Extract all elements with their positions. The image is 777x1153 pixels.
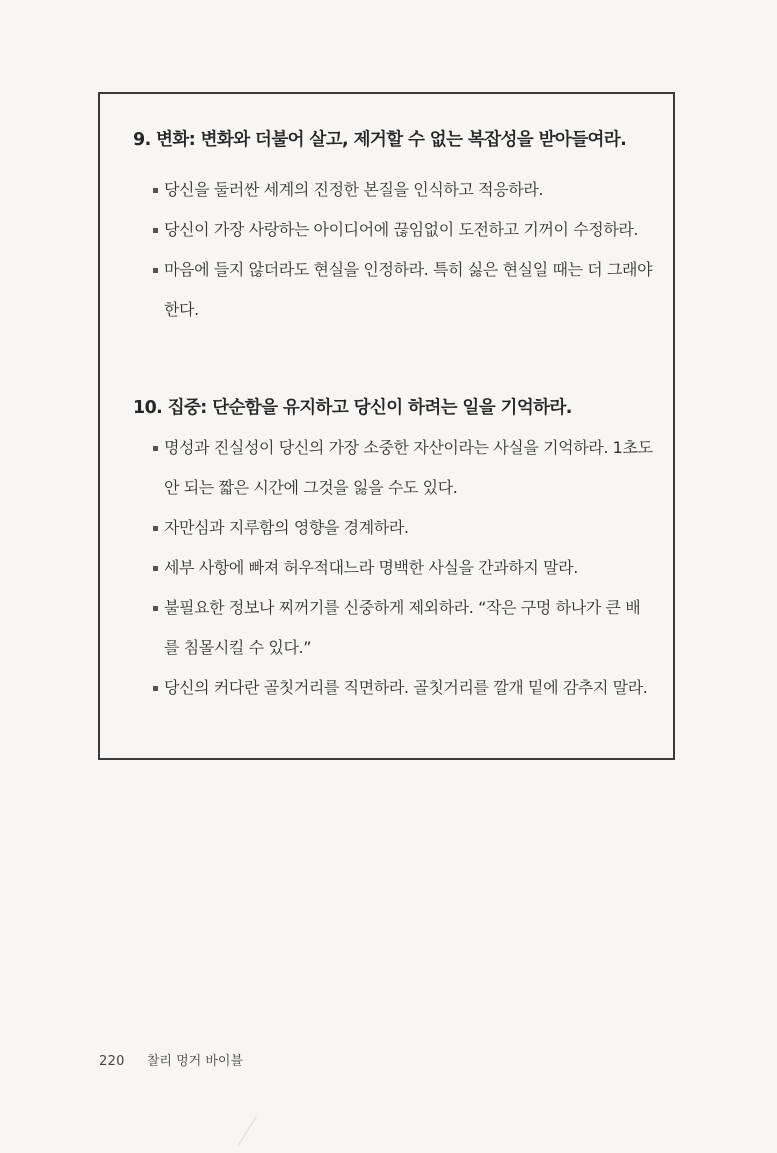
section-heading: 10. 집중: 단순함을 유지하고 당신이 하려는 일을 기억하라.: [133, 398, 572, 418]
section-heading: 9. 변화: 변화와 더불어 살고, 제거할 수 없는 복잡성을 받아들여라.: [133, 130, 627, 150]
list-item: [133, 548, 653, 588]
list-item-text: 자만심과 지루함의 영향을 경계하라.: [164, 518, 409, 537]
list-item: [133, 428, 653, 508]
list-item: [133, 668, 653, 708]
list-item-text: 당신이 가장 사랑하는 아이디어에 끊임없이 도전하고 기꺼이 수정하라.: [164, 220, 639, 239]
list-item: [133, 588, 653, 668]
bullet-list: [133, 170, 653, 330]
square-bullet-icon: [153, 606, 158, 611]
bullet-list: [133, 428, 653, 708]
list-item-text: 마음에 들지 않더라도 현실을 인정하라. 특히 싫은 현실일 때는 더 그래야 한다.: [164, 260, 653, 319]
square-bullet-icon: [153, 228, 158, 233]
section-change: [133, 128, 653, 330]
page-footer: [99, 1050, 243, 1069]
list-item-text: 명성과 진실성이 당신의 가장 소중한 자산이라는 사실을 기억하라. 1초도 안 되는 짧은 시간에 그것을 잃을 수도 있다.: [164, 438, 653, 497]
list-item: [133, 508, 653, 548]
page-number: 220: [99, 1054, 125, 1069]
list-item: [133, 210, 653, 250]
square-bullet-icon: [153, 188, 158, 193]
list-item-text: 불필요한 정보나 찌꺼기를 신중하게 제외하라. “작은 구멍 하나가 큰 배를 침몰시킬 수 있다.”: [164, 598, 641, 657]
square-bullet-icon: [153, 686, 158, 691]
list-item-text: 세부 사항에 빠져 허우적대느라 명백한 사실을 간과하지 말라.: [164, 558, 578, 577]
book-title: 찰리 멍거 바이블: [146, 1054, 244, 1069]
square-bullet-icon: [153, 446, 158, 451]
list-item: [133, 250, 653, 330]
square-bullet-icon: [153, 268, 158, 273]
list-item-text: 당신을 둘러싼 세계의 진정한 본질을 인식하고 적응하라.: [164, 180, 544, 199]
paper-mark: [238, 1116, 267, 1152]
square-bullet-icon: [153, 526, 158, 531]
list-item-text: 당신의 커다란 골칫거리를 직면하라. 골칫거리를 깔개 밑에 감추지 말라.: [164, 678, 648, 697]
list-item: [133, 170, 653, 210]
section-focus: [133, 396, 653, 708]
square-bullet-icon: [153, 566, 158, 571]
